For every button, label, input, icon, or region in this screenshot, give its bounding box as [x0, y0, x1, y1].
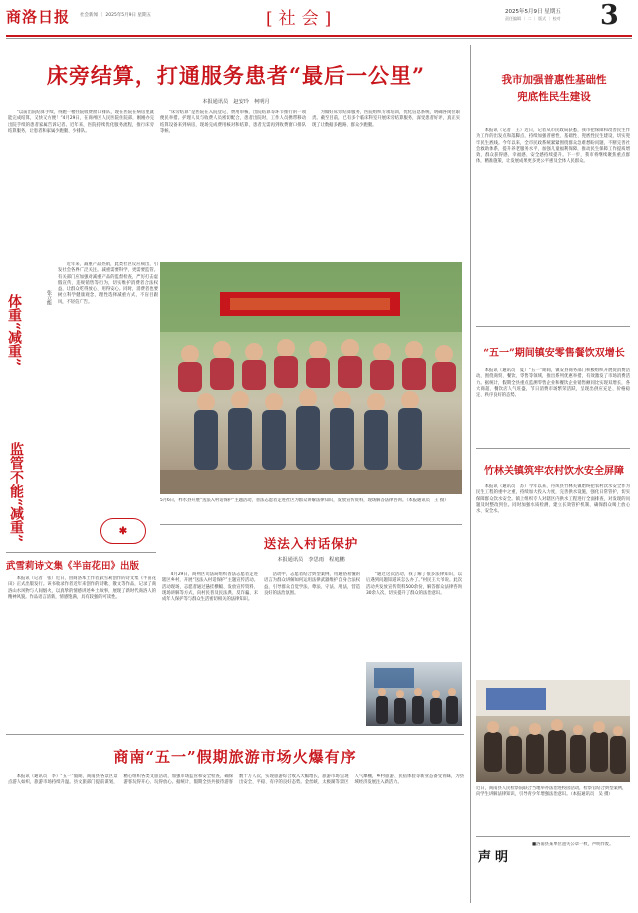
livelihood-body-text: 本报讯（记者 王）近日，记者从市民政局获悉，我市把保障和改善民生作为工作的出发点和落脚点，持续加强普惠性、基础性、兜底性民生建设，切实兜牢民生底线。今年以来，全市民政系统紧紧围绕群众急难愁盼问题，不断完善社会救助体系，提升养老服务水平，加强儿童福利保障，推动民生保障工作提质增效，群众获得感、幸福感、安全感持续提升。下一步，我市将继续聚焦重点群体，精准施策，让发展成果更多更公平惠及全体人民群众。: [476, 128, 630, 165]
book-divider: [6, 552, 156, 553]
masthead-meta: 社会新闻 ｜ 2025年5月9日 星期五: [80, 13, 151, 18]
send-law-col1-text: 4月29日，商州区司法局组织普法志愿者走进辖区乡村，开展“送法入村话保护”主题宣传活动。活动现场，志愿者通过悬挂横幅、发放宣传资料、现场讲解等方式，向村民普及民法典、反诈骗、未成年人保护等与群众生活密切相关的法律知识。: [162, 572, 258, 603]
notice-divider: [476, 836, 630, 837]
book-headline: 武雪莉诗文集《半亩花田》出版: [6, 561, 140, 572]
send-law-divider: [160, 524, 462, 525]
school-law-photo: [476, 680, 630, 782]
section-title-text: 社会: [278, 9, 325, 29]
main-story-col1-text: “以前出院结算手续，得跑一楼住院收费窗口排队，现在医院在病房里就能完成结算，又快又方便！”4月29日，在商州区人民医院住院部，刚刚办完出院手续的患者家属告诉记者。近年来，医院持续优化服务流程，推行床旁结算服务，让患者和家属少跑腿、少排队。: [8, 110, 154, 134]
right-divider-1: [476, 326, 630, 327]
send-law-col3: [366, 572, 462, 662]
tourism-body-text: 本报讯（通讯员 李）“五一”假期，商南县各景区景点游人如织，旅游市场持续升温。县文旅部门提前谋划，精心组织各类文旅活动，加强市场监管和安全检查，确保游客玩得开心、玩得放心。据统计，假期全县共接待游客数十万人次，实现旅游综合收入大幅增长，旅游市场呈现出安全、平稳、有序的良好态势。金丝峡、太极湖等景区人气爆棚，乡村旅游、民宿体验等新业态备受青睐，为县域经济发展注入新活力。: [8, 774, 464, 786]
masthead-editor-line: 责任编辑 ｜ 二 ｜ 版式 ｜ 校对: [505, 16, 561, 21]
main-story-col2-text: “床旁结算”是医院在入院登记、费用审核、出院结算等环节推行的一项便民举措。护理人员与收费人员密切配合，患者出院时，工作人员携带移动结算设备来到病房，现场完成费用核对和结算，患者无需再到收费窗口排队等候。: [160, 110, 306, 134]
new-view-badge: [100, 518, 146, 544]
law-photo-caption-text: 5月6日，柞水县开展“送法入村话保护”主题活动，普法志愿者走进社区为群众讲解法律知识，发放宣传资料，现场解答法律咨询。: [160, 498, 407, 503]
send-law-col1: [162, 572, 258, 722]
main-story-col1: [8, 110, 154, 255]
livelihood-headline: [476, 72, 632, 106]
masthead-date: 2025年5月9日 星期五: [505, 9, 561, 15]
page-number: 3: [600, 0, 619, 31]
school-law-credit: （本报通讯员 吴 摄）: [570, 792, 613, 797]
water-headline: 竹林关镇筑牢农村饮水安全屏障: [484, 466, 624, 477]
send-law-headline: 送法入村话保护: [263, 536, 359, 551]
send-law-col2: [264, 572, 360, 722]
lecture-photo: [366, 662, 462, 726]
book-body: [8, 576, 156, 686]
livelihood-body: [476, 128, 630, 320]
masthead-rule-thin: [6, 38, 632, 39]
notice-body-text: ■洛南县某单位遗失公章一枚，声明作废。: [532, 842, 614, 847]
school-law-caption-text: 近日，商南县人民检察院联合当地举办法治进校园活动，检察官结合典型案例，向学生讲解法律知识，引导青少年增强法治意识。: [476, 786, 627, 797]
livelihood-headline-line2: 兜底性民生建设: [517, 91, 591, 103]
notice-body: [532, 842, 630, 898]
tourism-rule: [6, 734, 464, 735]
law-group-photo: [160, 262, 462, 494]
water-body: [476, 484, 630, 674]
law-photo-credit: （本报通讯员 王 摄）: [406, 498, 449, 503]
commentary-author: 张立能: [46, 290, 52, 305]
newspaper-logo: 商洛日报: [6, 8, 71, 26]
may-day-headline: “五一”期间镇安零售餐饮双增长: [483, 348, 625, 359]
section-title: [社会]: [266, 9, 338, 29]
masthead-rule: [6, 35, 632, 37]
school-law-photo-art: [476, 680, 630, 782]
masthead: [0, 0, 638, 38]
commentary-body: [58, 262, 158, 508]
book-body-text: 本报讯（记者 张）近日，由商洛本土作者武雪莉创作的诗文集《半亩花田》正式出版发行。该书收录作者近年来创作的诗歌、散文等作品，记录了商洛山水风物与人间烟火，以真挚的情感讲述乡土故事，展现了新时代商洛人的精神风貌。作品语言清新，情感饱满，具有较强的可读性。: [8, 576, 156, 600]
water-body-text: 本报讯（通讯员 苏）今年以来，丹凤县竹林关镇始终把农村饮水安全作为民生工程的重中之重，持续加大投入力度，完善供水设施，强化日常管护，切实保障群众饮水安全。镇上组织专人对辖区内供水工程进行全面排查，对发现的问题及时整改到位。同时加强水质检测，建立长效管护机制，确保群众喝上放心水、安全水。: [476, 484, 630, 515]
main-byline: 本报通讯员 赵安玲 柯明月: [202, 99, 270, 105]
commentary-headline: [6, 256, 46, 592]
badge-icon: ✱: [118, 525, 128, 537]
tourism-body: [8, 774, 464, 904]
tourism-headline: 商南“五一”假期旅游市场火爆有序: [113, 748, 357, 766]
send-law-col2-text: 活动中，志愿者结合典型案例，用通俗易懂的语言为群众讲解如何运用法律武器维护自身合法权益，引导群众自觉学法、尊法、守法、用法，营造良好的法治氛围。: [264, 572, 360, 596]
main-story-col3: [312, 110, 460, 255]
notice-label: 声明: [478, 850, 513, 865]
right-divider-2: [476, 448, 630, 449]
commentary-title-line2: 监管不能“减重”: [8, 441, 24, 543]
school-law-caption: [476, 786, 630, 830]
may-day-body-text: 本报讯（通讯员 夏）“五一”期间，镇安县商务部门积极组织开展促消费活动，围绕商贸、餐饮、零售等领域，推出系列优惠举措，有效激发了市场消费活力。据统计，假期全县重点监测零售企业和餐饮企业销售额同比实现双增长，各大商超、餐饮店人气旺盛，节日消费市场繁荣活跃，呈现出供应充足、价格稳定、秩序良好的态势。: [476, 368, 630, 399]
main-story-col3-text: 为做好床旁结算服务，医院组织专项培训，优化信息系统，明确各岗位职责。截至目前，已有多个临床科室开展床旁结算服务，深受患者好评，真正实现了让数据多跑路、群众少跑腿。: [312, 110, 460, 128]
law-group-photo-art: [160, 262, 462, 494]
send-law-col3-text: “通过这次活动，我了解了很多法律知识，以后遇到问题知道该怎么办了。”村民王大爷说。此次活动共发放宣传资料500余份，解答群众法律咨询30余人次，切实提升了群众的法治意识。: [366, 572, 462, 596]
may-day-body: [476, 368, 630, 442]
main-story-col2: [160, 110, 306, 255]
livelihood-headline-line1: 我市加强普惠性基础性: [501, 74, 607, 86]
main-headline: 床旁结算，打通服务患者“最后一公里”: [46, 63, 426, 88]
lecture-photo-art: [366, 662, 462, 726]
commentary-title-line1: 体重“减重”: [6, 293, 22, 367]
right-column-divider: [470, 45, 471, 903]
law-photo-caption: [160, 498, 462, 518]
commentary-body-text: 近年来，减重产品热销，此类社区反应频出，引发社会各界广泛关注。减重需要科学，更需要监管。有关部门应加强对减重产品的监督检查，严厉打击虚假宣传、违规销售等行为，切实维护消费者合法权益，让群众吃得放心、用得安心。同时，消费者也要树立科学健康观念，理性选择减重方式，不盲目跟风，不轻信广告。: [58, 262, 158, 305]
send-law-byline: 本报通讯员 李思雨 程庭鹏: [277, 557, 345, 563]
